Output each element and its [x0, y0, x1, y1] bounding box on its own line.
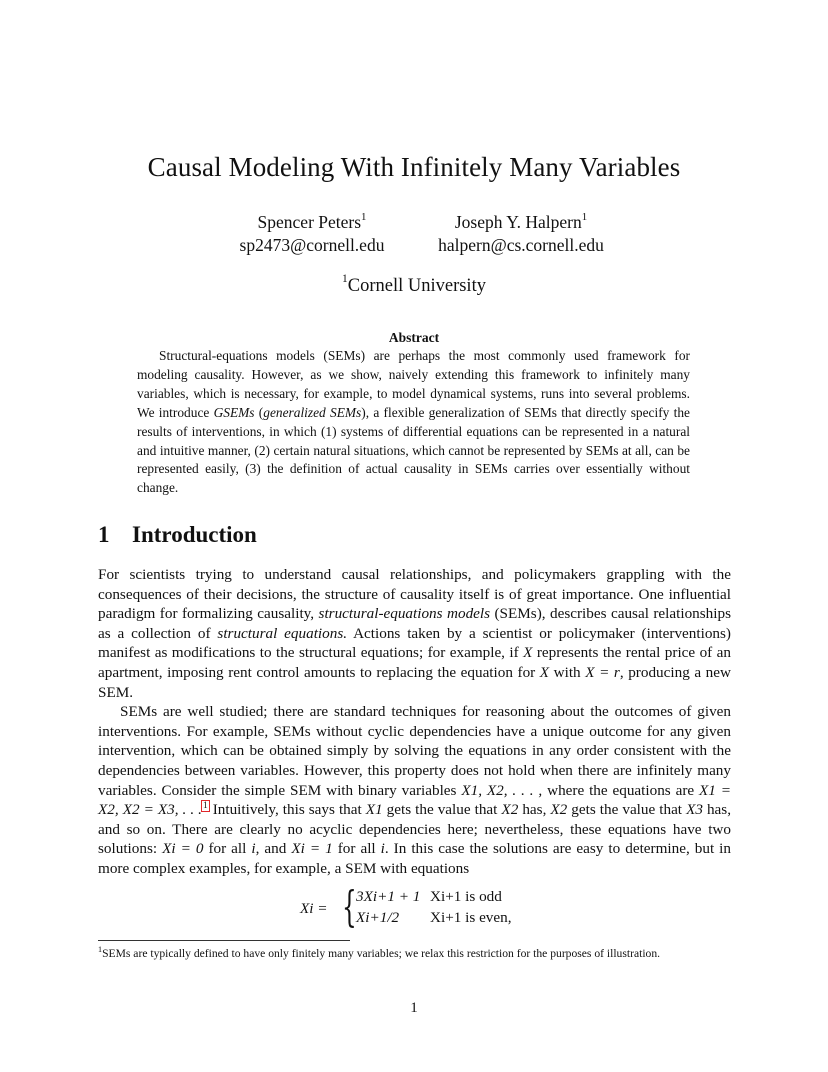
abstract-body — [137, 347, 690, 498]
paper-title: Causal Modeling With Infinitely Many Variables — [147, 152, 681, 182]
p2-math-eqs: X1 = X2, X2 = X3, . . . — [98, 781, 731, 819]
affiliation — [0, 273, 828, 297]
author-1-name-line — [196, 211, 428, 234]
p1-math-eq: X = r — [585, 663, 620, 681]
p1-text-f: , producing a new SEM. — [98, 663, 731, 701]
section-heading — [98, 522, 257, 548]
equation-lhs: Xi = — [300, 900, 328, 917]
abstract-text-3: ), a flexible generalization of SEMs that directly specify the results of interventions, in which (1) systems of differential equations can be represented in a natural and intuitive manner, (2) certain natural situations, which cannot be represented by SEMs at all, can be represented easily, (3) the definition of actual causality in SEMs carries over essentially without change. — [137, 404, 691, 496]
abstract-text-2: ( — [254, 404, 264, 420]
p2-math-s1: Xi = 0 — [162, 840, 204, 858]
p2-text-h: for all — [203, 840, 252, 858]
author-1-email: sp2473@cornell.edu — [239, 235, 385, 255]
footnote-rule — [98, 940, 350, 941]
p1-em-structural: structural equations. — [217, 624, 348, 642]
p2-text-e: has, — [518, 801, 551, 819]
abstract-em-generalized: generalized SEMs — [263, 404, 362, 420]
page-number: 1 — [410, 1000, 418, 1016]
author-2-email: halpern@cs.cornell.edu — [438, 235, 604, 255]
p2-text-g: has, and so on. There are clearly no acyclic dependencies here; nevertheless, these equations have two solutions: — [98, 801, 732, 858]
section-body — [98, 565, 731, 879]
p2-text-a: SEMs are well studied; there are standard techniques for reasoning about the outcomes of given interventions. For example, SEMs without cyclic dependencies have a unique outcome for any given intervention, which can be obtained simply by solving the equations in any order consistent with the dependencies between variables. However, this property does not hold when there are infinitely many variables. Consider the simple SEM with binary variables — [98, 703, 731, 799]
p1-text-c: Actions taken by a scientist or policymaker (interventions) manifest as modifications to the structural equations; for example, if — [98, 624, 731, 662]
p2-text-d: gets the value that — [382, 801, 502, 819]
equation-case-1-cond: Xi+1 is odd — [430, 888, 502, 905]
paragraph-2 — [98, 702, 731, 878]
p2-text-c: Intuitively, this says that — [208, 801, 366, 819]
p2-math-i1: i — [251, 840, 256, 858]
p2-math-v3: X2 — [550, 801, 568, 819]
equation-case-2-cond: Xi+1 is even, — [430, 909, 512, 926]
equation-brace: { — [342, 882, 357, 931]
p1-em-sem: structural-equations models — [318, 605, 491, 623]
section-number: 1 — [98, 522, 110, 547]
footnote-text: SEMs are typically defined to have only finitely many variables; we relax this restriction for the purposes of illustration. — [102, 947, 661, 960]
paragraph-1 — [98, 565, 731, 702]
p2-text-f: gets the value that — [567, 801, 687, 819]
p2-text-b: where the equations are — [542, 781, 699, 799]
p2-text-k: for all — [332, 840, 381, 858]
footnote-link[interactable]: 1 — [202, 801, 208, 812]
p1-text-a: For scientists trying to understand causal relationships, and policymakers grappling with the consequences of their decisions, the structure of causality itself is of great importance. One influential paradigm for formalizing causality, — [98, 566, 731, 623]
footnote — [98, 946, 731, 962]
affiliation-name: Cornell University — [347, 276, 486, 296]
p2-math-v2: X2 — [501, 801, 519, 819]
p1-text-d: represents the rental price of an apartment, imposing rent control amounts to replacing the equation for — [98, 644, 732, 681]
abstract-text-1: Structural-equations models (SEMs) are perhaps the most commonly used framework for modeling causality. However, as we show, naively extending this framework to infinitely many variables, which is necessary, for example, to model dynamical systems, runs into several problems. We introduce — [137, 348, 690, 420]
equation-case-2-expr: Xi+1/2 — [356, 909, 400, 926]
p2-math-v1: X1 — [365, 801, 383, 819]
abstract-heading: Abstract — [388, 330, 440, 345]
author-2-affil-mark: 1 — [581, 210, 588, 223]
author-1-affil-mark: 1 — [361, 210, 367, 223]
p1-math-x: X — [523, 644, 533, 662]
abstract-em-gsems: GSEMs — [213, 404, 255, 420]
author-1-name: Spencer Peters — [257, 212, 362, 232]
author-2 — [410, 211, 632, 257]
p2-math-vars: X1, X2, . . . , — [461, 781, 543, 799]
footnote-mark: 1 — [98, 945, 103, 955]
p1-math-x2: X — [539, 663, 550, 681]
p2-text-j: , and — [255, 840, 292, 858]
abstract-paragraph — [137, 347, 690, 498]
section-title: Introduction — [132, 522, 257, 547]
p1-text-e: with — [549, 663, 586, 681]
p2-text-l: . In this case the solutions are easy to determine, but in more complex examples, for example, a SEM with equations — [98, 840, 731, 877]
p2-math-v4: X3 — [686, 801, 703, 819]
author-2-name: Joseph Y. Halpern — [454, 212, 582, 232]
equation-case-1-expr: 3Xi+1 + 1 — [356, 888, 421, 905]
p2-math-s2: Xi = 1 — [291, 840, 333, 858]
p1-text-b: (SEMs), describes causal relationships as a collection of — [98, 605, 731, 642]
author-2-name-line — [410, 211, 632, 234]
p2-math-i2: i — [380, 840, 385, 858]
author-1 — [196, 211, 428, 257]
affiliation-mark: 1 — [342, 273, 348, 286]
